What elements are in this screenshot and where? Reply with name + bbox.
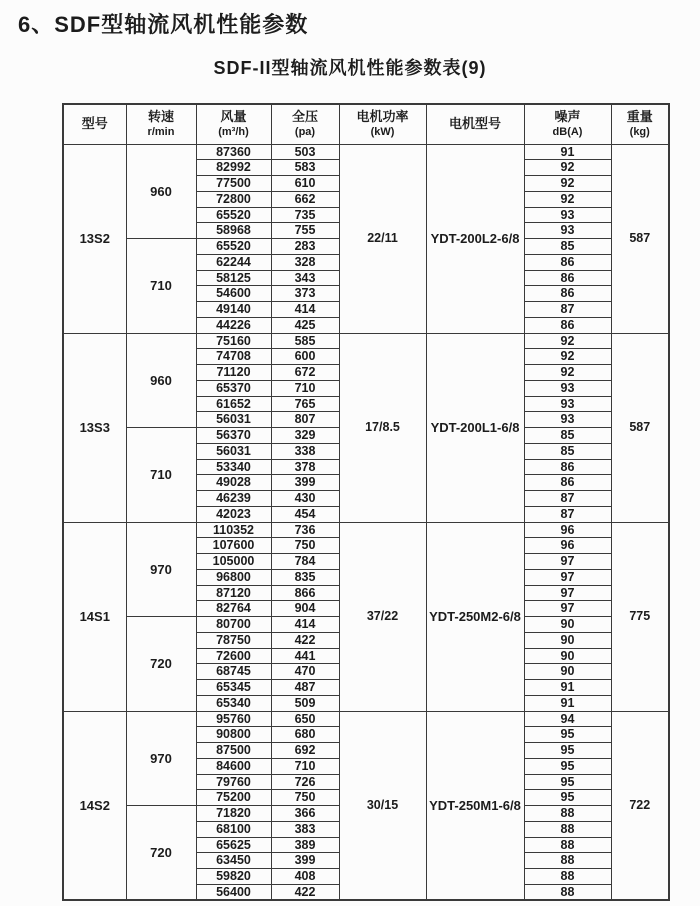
pressure-cell: 736	[271, 522, 339, 538]
motor-cell: YDT-200L2-6/8	[426, 144, 524, 333]
header-sublabel: (pa)	[294, 125, 316, 138]
flow-cell: 56400	[196, 884, 271, 900]
noise-cell: 92	[524, 365, 611, 381]
noise-cell: 95	[524, 743, 611, 759]
pressure-cell: 784	[271, 554, 339, 570]
table-row	[63, 711, 669, 727]
noise-cell: 97	[524, 554, 611, 570]
pressure-cell: 807	[271, 412, 339, 428]
pressure-cell: 765	[271, 396, 339, 412]
pressure-cell: 366	[271, 806, 339, 822]
noise-cell: 88	[524, 837, 611, 853]
flow-cell: 87120	[196, 585, 271, 601]
pressure-cell: 383	[271, 821, 339, 837]
noise-cell: 96	[524, 538, 611, 554]
noise-cell: 93	[524, 396, 611, 412]
pressure-cell: 710	[271, 758, 339, 774]
pressure-cell: 399	[271, 475, 339, 491]
noise-cell: 85	[524, 239, 611, 255]
pressure-cell: 430	[271, 491, 339, 507]
flow-cell: 80700	[196, 617, 271, 633]
flow-cell: 56031	[196, 443, 271, 459]
power-cell: 37/22	[339, 522, 426, 711]
noise-cell: 97	[524, 601, 611, 617]
pressure-cell: 470	[271, 664, 339, 680]
flow-cell: 84600	[196, 758, 271, 774]
flow-cell: 58125	[196, 270, 271, 286]
pressure-cell: 422	[271, 632, 339, 648]
speed-cell: 970	[126, 711, 196, 806]
noise-cell: 86	[524, 286, 611, 302]
noise-cell: 93	[524, 207, 611, 223]
pressure-cell: 726	[271, 774, 339, 790]
noise-cell: 95	[524, 790, 611, 806]
pressure-cell: 328	[271, 254, 339, 270]
motor-cell: YDT-250M1-6/8	[426, 711, 524, 900]
pressure-cell: 583	[271, 160, 339, 176]
fan-parameter-table	[62, 103, 670, 901]
noise-cell: 92	[524, 333, 611, 349]
pressure-cell: 408	[271, 869, 339, 885]
header-label: 电机型号	[448, 116, 501, 132]
flow-cell: 90800	[196, 727, 271, 743]
pressure-cell: 692	[271, 743, 339, 759]
flow-cell: 44226	[196, 317, 271, 333]
header-sublabel: (m³/h)	[218, 125, 249, 138]
flow-cell: 77500	[196, 176, 271, 192]
header-label: 转速	[147, 109, 174, 125]
noise-cell: 92	[524, 191, 611, 207]
speed-cell: 960	[126, 333, 196, 428]
flow-cell: 62244	[196, 254, 271, 270]
header-label: 噪声	[554, 109, 581, 125]
flow-cell: 110352	[196, 522, 271, 538]
model-cell: 14S2	[63, 711, 126, 900]
pressure-cell: 422	[271, 884, 339, 900]
flow-cell: 59820	[196, 869, 271, 885]
pressure-cell: 650	[271, 711, 339, 727]
noise-cell: 88	[524, 806, 611, 822]
flow-cell: 95760	[196, 711, 271, 727]
flow-cell: 46239	[196, 491, 271, 507]
speed-cell: 960	[126, 144, 196, 239]
noise-cell: 95	[524, 727, 611, 743]
noise-cell: 97	[524, 585, 611, 601]
noise-cell: 86	[524, 254, 611, 270]
power-cell: 22/11	[339, 144, 426, 333]
speed-cell: 710	[126, 428, 196, 523]
table-row	[63, 333, 669, 349]
noise-cell: 90	[524, 648, 611, 664]
flow-cell: 54600	[196, 286, 271, 302]
flow-cell: 65370	[196, 380, 271, 396]
pressure-cell: 600	[271, 349, 339, 365]
pressure-cell: 866	[271, 585, 339, 601]
col-header-airflow	[196, 104, 271, 144]
flow-cell: 68100	[196, 821, 271, 837]
noise-cell: 93	[524, 380, 611, 396]
pressure-cell: 835	[271, 569, 339, 585]
header-sublabel: (kg)	[629, 125, 650, 138]
flow-cell: 58968	[196, 223, 271, 239]
col-header-model	[63, 104, 126, 144]
col-header-noise	[524, 104, 611, 144]
flow-cell: 65345	[196, 680, 271, 696]
flow-cell: 68745	[196, 664, 271, 680]
col-header-motor-model	[426, 104, 524, 144]
noise-cell: 96	[524, 522, 611, 538]
noise-cell: 92	[524, 160, 611, 176]
noise-cell: 86	[524, 317, 611, 333]
flow-cell: 75160	[196, 333, 271, 349]
noise-cell: 91	[524, 695, 611, 711]
pressure-cell: 425	[271, 317, 339, 333]
pressure-cell: 662	[271, 191, 339, 207]
flow-cell: 53340	[196, 459, 271, 475]
flow-cell: 56031	[196, 412, 271, 428]
col-header-pressure	[271, 104, 339, 144]
motor-cell: YDT-200L1-6/8	[426, 333, 524, 522]
pressure-cell: 414	[271, 617, 339, 633]
header-sublabel: r/min	[147, 125, 175, 138]
pressure-cell: 378	[271, 459, 339, 475]
pressure-cell: 755	[271, 223, 339, 239]
speed-cell: 720	[126, 806, 196, 901]
pressure-cell: 750	[271, 790, 339, 806]
pressure-cell: 389	[271, 837, 339, 853]
pressure-cell: 503	[271, 144, 339, 160]
pressure-cell: 343	[271, 270, 339, 286]
table-row	[63, 144, 669, 160]
header-label: 型号	[81, 116, 108, 132]
flow-cell: 79760	[196, 774, 271, 790]
page-heading: 6、SDF型轴流风机性能参数	[18, 12, 309, 37]
col-header-weight	[611, 104, 669, 144]
pressure-cell: 680	[271, 727, 339, 743]
noise-cell: 91	[524, 144, 611, 160]
weight-cell: 587	[611, 333, 669, 522]
model-cell: 13S3	[63, 333, 126, 522]
header-label: 风量	[220, 109, 247, 125]
header-label: 重量	[626, 109, 653, 125]
pressure-cell: 735	[271, 207, 339, 223]
noise-cell: 91	[524, 680, 611, 696]
pressure-cell: 710	[271, 380, 339, 396]
noise-cell: 87	[524, 302, 611, 318]
col-header-speed	[126, 104, 196, 144]
pressure-cell: 329	[271, 428, 339, 444]
flow-cell: 105000	[196, 554, 271, 570]
noise-cell: 88	[524, 869, 611, 885]
pressure-cell: 585	[271, 333, 339, 349]
noise-cell: 86	[524, 459, 611, 475]
noise-cell: 93	[524, 223, 611, 239]
pressure-cell: 610	[271, 176, 339, 192]
flow-cell: 71820	[196, 806, 271, 822]
weight-cell: 587	[611, 144, 669, 333]
flow-cell: 87500	[196, 743, 271, 759]
header-label: 电机功率	[356, 109, 409, 125]
noise-cell: 87	[524, 491, 611, 507]
flow-cell: 49028	[196, 475, 271, 491]
noise-cell: 85	[524, 443, 611, 459]
flow-cell: 72800	[196, 191, 271, 207]
flow-cell: 63450	[196, 853, 271, 869]
noise-cell: 87	[524, 506, 611, 522]
noise-cell: 86	[524, 475, 611, 491]
header-sublabel: dB(A)	[552, 125, 583, 138]
table-row	[63, 522, 669, 538]
noise-cell: 90	[524, 664, 611, 680]
header-label: 全压	[291, 109, 318, 125]
noise-cell: 86	[524, 270, 611, 286]
pressure-cell: 283	[271, 239, 339, 255]
pressure-cell: 454	[271, 506, 339, 522]
header-row	[63, 104, 669, 144]
pressure-cell: 672	[271, 365, 339, 381]
noise-cell: 90	[524, 632, 611, 648]
noise-cell: 92	[524, 349, 611, 365]
flow-cell: 78750	[196, 632, 271, 648]
table-header	[63, 104, 669, 144]
speed-cell: 720	[126, 617, 196, 712]
flow-cell: 74708	[196, 349, 271, 365]
flow-cell: 72600	[196, 648, 271, 664]
noise-cell: 88	[524, 884, 611, 900]
noise-cell: 88	[524, 853, 611, 869]
noise-cell: 92	[524, 176, 611, 192]
noise-cell: 97	[524, 569, 611, 585]
pressure-cell: 414	[271, 302, 339, 318]
flow-cell: 49140	[196, 302, 271, 318]
noise-cell: 85	[524, 428, 611, 444]
pressure-cell: 399	[271, 853, 339, 869]
model-cell: 13S2	[63, 144, 126, 333]
noise-cell: 95	[524, 758, 611, 774]
flow-cell: 71120	[196, 365, 271, 381]
flow-cell: 61652	[196, 396, 271, 412]
flow-cell: 107600	[196, 538, 271, 554]
model-cell: 14S1	[63, 522, 126, 711]
flow-cell: 65520	[196, 239, 271, 255]
motor-cell: YDT-250M2-6/8	[426, 522, 524, 711]
weight-cell: 722	[611, 711, 669, 900]
power-cell: 30/15	[339, 711, 426, 900]
flow-cell: 96800	[196, 569, 271, 585]
pressure-cell: 904	[271, 601, 339, 617]
pressure-cell: 441	[271, 648, 339, 664]
fan-table-body	[63, 144, 669, 900]
flow-cell: 82992	[196, 160, 271, 176]
pressure-cell: 487	[271, 680, 339, 696]
flow-cell: 65340	[196, 695, 271, 711]
noise-cell: 95	[524, 774, 611, 790]
flow-cell: 87360	[196, 144, 271, 160]
weight-cell: 775	[611, 522, 669, 711]
pressure-cell: 338	[271, 443, 339, 459]
flow-cell: 65520	[196, 207, 271, 223]
header-sublabel: (kW)	[370, 125, 395, 138]
flow-cell: 42023	[196, 506, 271, 522]
flow-cell: 65625	[196, 837, 271, 853]
speed-cell: 710	[126, 239, 196, 334]
speed-cell: 970	[126, 522, 196, 617]
col-header-motor-power	[339, 104, 426, 144]
noise-cell: 94	[524, 711, 611, 727]
pressure-cell: 750	[271, 538, 339, 554]
table-title: SDF-II型轴流风机性能参数表(9)	[213, 58, 487, 78]
fan-parameter-table-wrap	[62, 103, 670, 901]
noise-cell: 88	[524, 821, 611, 837]
noise-cell: 90	[524, 617, 611, 633]
power-cell: 17/8.5	[339, 333, 426, 522]
flow-cell: 75200	[196, 790, 271, 806]
noise-cell: 93	[524, 412, 611, 428]
flow-cell: 56370	[196, 428, 271, 444]
pressure-cell: 509	[271, 695, 339, 711]
pressure-cell: 373	[271, 286, 339, 302]
flow-cell: 82764	[196, 601, 271, 617]
